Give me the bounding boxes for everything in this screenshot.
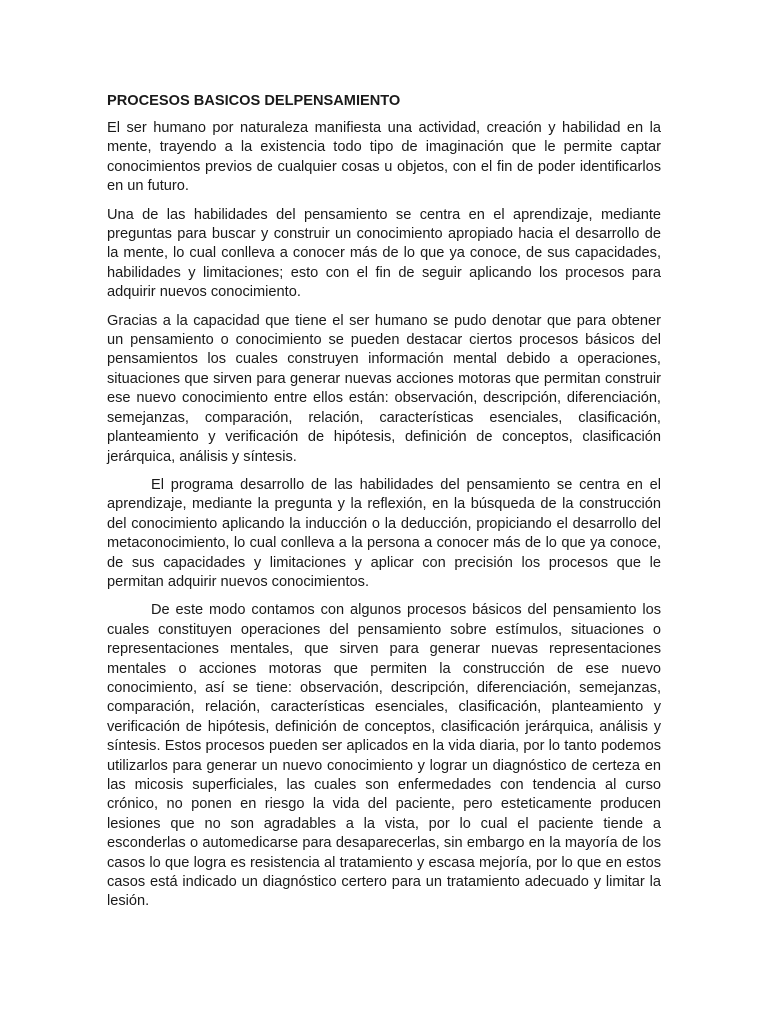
paragraph-3: Gracias a la capacidad que tiene el ser humano se pudo denotar que para obtener un pensamiento o conocimiento se pueden destacar ciertos procesos básicos del pensamientos los cuales construyen información mental debido a operaciones, situaciones que sirven para generar nuevas acciones motoras que permitan construir ese nuevo conocimiento entre ellos están: observación, descripción, diferenciación, semejanzas, comparación, relación, características esenciales, clasificación, planteamiento y verificación de hipótesis, definición de conceptos, clasificación jerárquica, análisis y síntesis.: [107, 312, 661, 465]
document-title: PROCESOS BASICOS DELPENSAMIENTO: [107, 93, 401, 109]
paragraph-4: El programa desarrollo de las habilidades del pensamiento se centra en el aprendizaje, mediante la pregunta y la reflexión, en la búsqueda de la construcción del conocimiento aplicando la inducción o la deducción, propiciando el desarrollo del metaconocimiento, lo cual conlleva a la persona a conocer más de lo que ya conoce, de sus capacidades y limitaciones y aplicar con precisión los procesos que le permitan adquirir nuevos conocimientos.: [107, 476, 661, 590]
document-page: [107, 92, 661, 921]
paragraph-5: De este modo contamos con algunos procesos básicos del pensamiento los cuales constituyen operaciones del pensamiento sobre estímulos, situaciones o representaciones mentales, que sirven para generar nuevas representaciones mentales o acciones motoras que permiten la construcción de ese nuevo conocimiento, así se tiene: observación, descripción, diferenciación, semejanzas, comparación, relación, características esenciales, clasificación, planteamiento y verificación de hipótesis, definición de conceptos, clasificación jerárquica, análisis y síntesis. Estos procesos pueden ser aplicados en la vida diaria, por lo tanto podemos utilizarlos para generar un nuevo conocimiento y lograr un diagnóstico de certeza en las micosis superficiales, las cuales son enfermedades con tendencia al curso crónico, no ponen en riesgo la vida del paciente, pero esteticamente producen lesiones que no son agradables a la vista, por lo cual el paciente tiende a esconderlas o automedicarse para desaparecerlas, sin embargo en la mayoría de los casos lo que logra es resistencia al tratamiento y escasa mejoría, por lo que en estos casos está indicado un diagnóstico certero para un tratamiento adecuado y limitar la lesión.: [107, 602, 661, 910]
paragraph-2: Una de las habilidades del pensamiento se centra en el aprendizaje, mediante preguntas para buscar y construir un conocimiento apropiado hacia el desarrollo de la mente, lo cual conlleva a conocer más de lo que ya conoce, de sus capacidades, habilidades y limitaciones; esto con el fin de seguir aplicando los procesos para adquirir nuevos conocimiento.: [107, 206, 661, 301]
paragraph-1: El ser humano por naturaleza manifiesta una actividad, creación y habilidad en la mente, trayendo a la existencia todo tipo de imaginación que le permite captar conocimientos previos de cualquier cosas u objetos, con el fin de poder identificarlos en un futuro.: [107, 120, 661, 195]
